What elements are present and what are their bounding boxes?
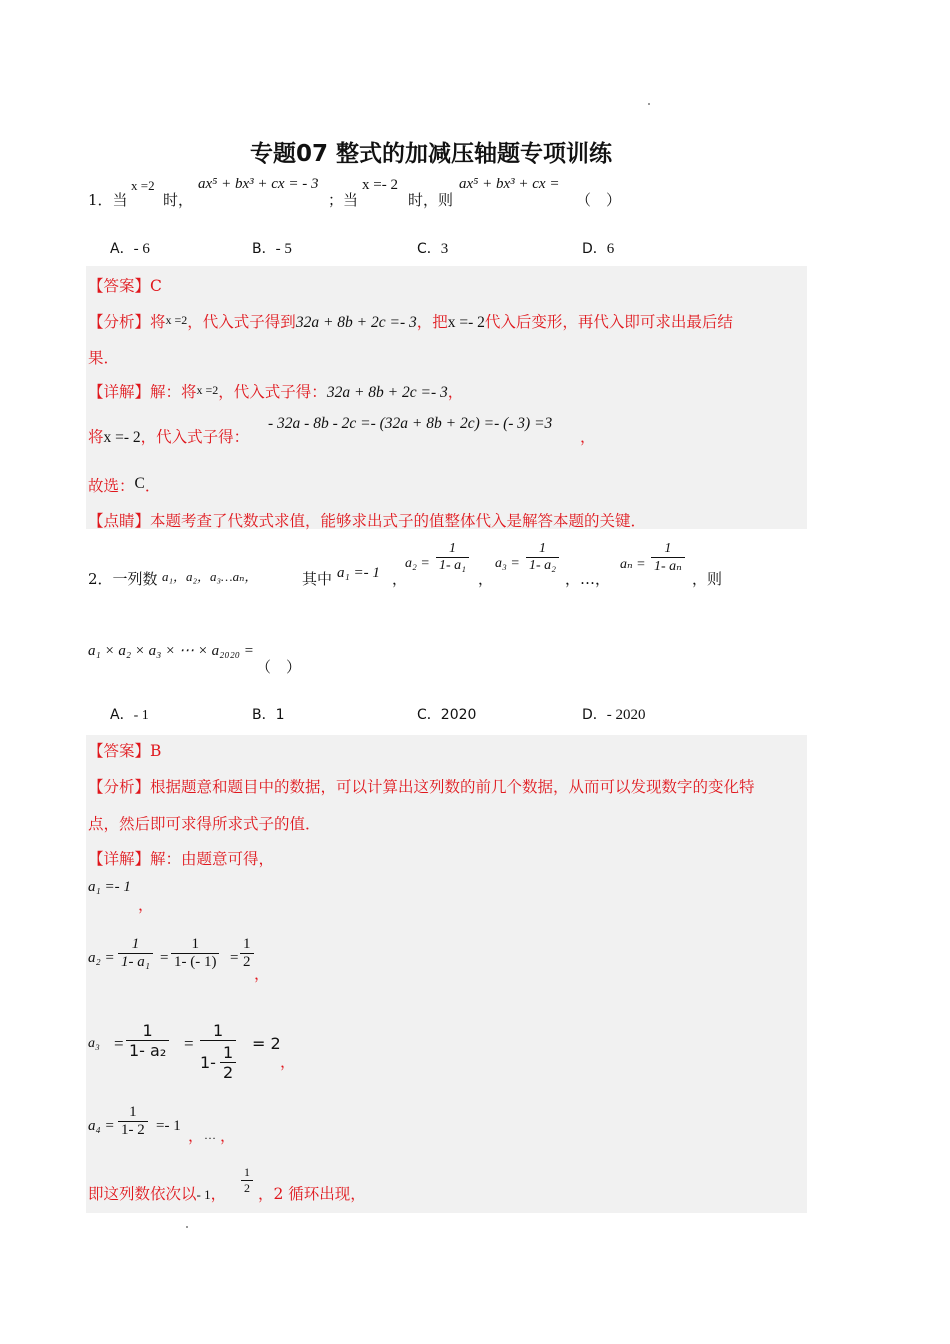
q1-option-a: A．- 6	[110, 241, 150, 257]
q2-option-d: D．- 2020	[582, 707, 646, 723]
q2-ze: ，则	[692, 570, 723, 588]
q2-line-a4-frac: $\frac{1}{1- 2}$	[118, 1104, 148, 1139]
q2-line-a3-eq2: =	[184, 1034, 194, 1053]
q2-line-a4-result: =- 1	[156, 1118, 181, 1134]
artifact-dot	[186, 1226, 188, 1228]
q2-line-a1-comma: ，	[138, 896, 154, 914]
q1-option-d: D．6	[582, 241, 615, 257]
q2-line-a1: a₁ =- 1	[88, 879, 131, 895]
q2-an-lhs: aₙ =	[620, 557, 646, 572]
q2-line-a3-lhs: a₃	[88, 1036, 100, 1051]
q2-line-a2-half: $\frac{1}{2}$	[240, 936, 254, 971]
q1-detail-line2-lead: 将x =- 2，代入式子得：	[88, 428, 250, 446]
q2-a2-frac: $\frac{1}{\text{1- a₁}}$	[436, 541, 469, 574]
q2-dots: ，…，	[565, 570, 611, 588]
q1-semi: ；当	[328, 191, 359, 209]
q2-line-a4-lhs: a₄ =	[88, 1118, 115, 1134]
q2-summary-half: $\frac{1}{2}$	[241, 1165, 253, 1196]
q1-cond1: x =2	[131, 178, 155, 193]
q1-detail-line1: 【详解】解：将x =2，代入式子得：32a + 8b + 2c =- 3，	[88, 383, 464, 401]
q2-line-a4-comma2: ，	[220, 1127, 236, 1145]
q1-detail-line2-eq: - 32a - 8b - 2c =- (32a + 8b + 2c) =- (- 3) =3	[268, 415, 553, 432]
q2-product: a₁ × a₂ × a₃ × ⋯ × a₂₀₂₀ =	[88, 643, 254, 659]
q2-line-a3-comma: ，	[280, 1053, 296, 1071]
page-title: 专题07 整式的加减压轴题专项训练	[250, 141, 613, 167]
q2-line-a2-eq2: =	[230, 950, 239, 966]
q2-line-a3-result: = 2	[252, 1034, 281, 1053]
q2-line-a2-lhs: a₂ =	[88, 950, 115, 966]
q2-summary-tail: ，2 循环出现，	[258, 1185, 366, 1203]
q2-number: 2．一列数	[88, 570, 158, 588]
q2-a3-frac: $\frac{1}{\text{1- a₂}}$	[526, 541, 559, 574]
q2-line-a3-frac1: $\frac{1}{\text{1- a₂}}$	[126, 1021, 169, 1060]
q2-line-a3-frac2: 1 1- $\frac{1}{2}$	[200, 1021, 236, 1082]
q1-paren: （ ）	[576, 191, 622, 209]
q2-line-a2-frac1: $\frac{1}{\text{1- a₁}}$	[118, 936, 153, 971]
q1-cond2: x =- 2	[362, 177, 398, 193]
q1-number: 1．当	[88, 191, 128, 209]
q1-shi2: 时，则	[408, 191, 454, 209]
q1-expr1: ax⁵ + bx³ + cx = - 3	[198, 176, 319, 192]
q2-a3-lhs: a₃ =	[495, 556, 520, 571]
q1-comment: 【点睛】本题考查了代数式求值，能够求出式子的值整体代入是解答本题的关键．	[88, 512, 647, 530]
artifact-dot	[648, 103, 650, 105]
q1-analysis-line2: 果．	[88, 349, 120, 367]
q2-option-b: B．1	[252, 707, 285, 723]
q2-qizhong: 其中	[302, 570, 333, 588]
q1-option-c: C．3	[417, 241, 449, 257]
q2-detail-head: 【详解】解：由题意可得，	[88, 850, 275, 868]
q2-a2-lhs: a₂ =	[405, 556, 430, 571]
q2-option-c: C．2020	[417, 707, 477, 723]
q2-line-a2-comma: ，	[254, 965, 270, 983]
q2-analysis-line2: 点，然后即可求得所求式子的值．	[88, 815, 321, 833]
q2-answer: 【答案】B	[88, 742, 162, 760]
q1-analysis-line1: 【分析】将x =2，代入式子得到32a + 8b + 2c =- 3，把x =- 2代入后变形，再代入即可求出最后结	[88, 313, 733, 331]
q2-option-a: A．- 1	[110, 707, 149, 723]
q2-line-a4-ellipsis: …	[204, 1128, 216, 1142]
q1-detail-line2-comma: ，	[580, 428, 596, 446]
q2-line-a3-eq1: =	[114, 1034, 124, 1053]
q2-paren: （ ）	[256, 658, 302, 676]
q2-line-a2-frac2: $\frac{1}{1- (- 1)}$	[171, 936, 219, 971]
q1-shi1: 时，	[163, 191, 194, 209]
q2-line-a2-eq1: =	[160, 950, 169, 966]
q2-analysis-line1: 【分析】根据题意和题目中的数据，可以计算出这列数的前几个数据，从而可以发现数字的变化特	[88, 778, 755, 796]
q2-comma1: ，	[392, 570, 408, 588]
q2-an-frac: $\frac{1}{\text{1- aₙ}}$	[651, 541, 685, 575]
q2-seq: a₁，a₂，a₃…aₙ，	[162, 569, 258, 584]
q1-answer: 【答案】C	[88, 277, 162, 295]
q2-comma2: ，	[478, 570, 494, 588]
q1-choice: 故选：C．	[88, 475, 161, 495]
q2-line-a4-comma1: ，	[188, 1127, 204, 1145]
q2-summary: 即这列数依次以- 1，	[88, 1185, 227, 1203]
q1-expr2: ax⁵ + bx³ + cx =	[459, 176, 560, 192]
q1-option-b: B．- 5	[252, 241, 292, 257]
q2-a1: a₁ =- 1	[337, 565, 380, 581]
